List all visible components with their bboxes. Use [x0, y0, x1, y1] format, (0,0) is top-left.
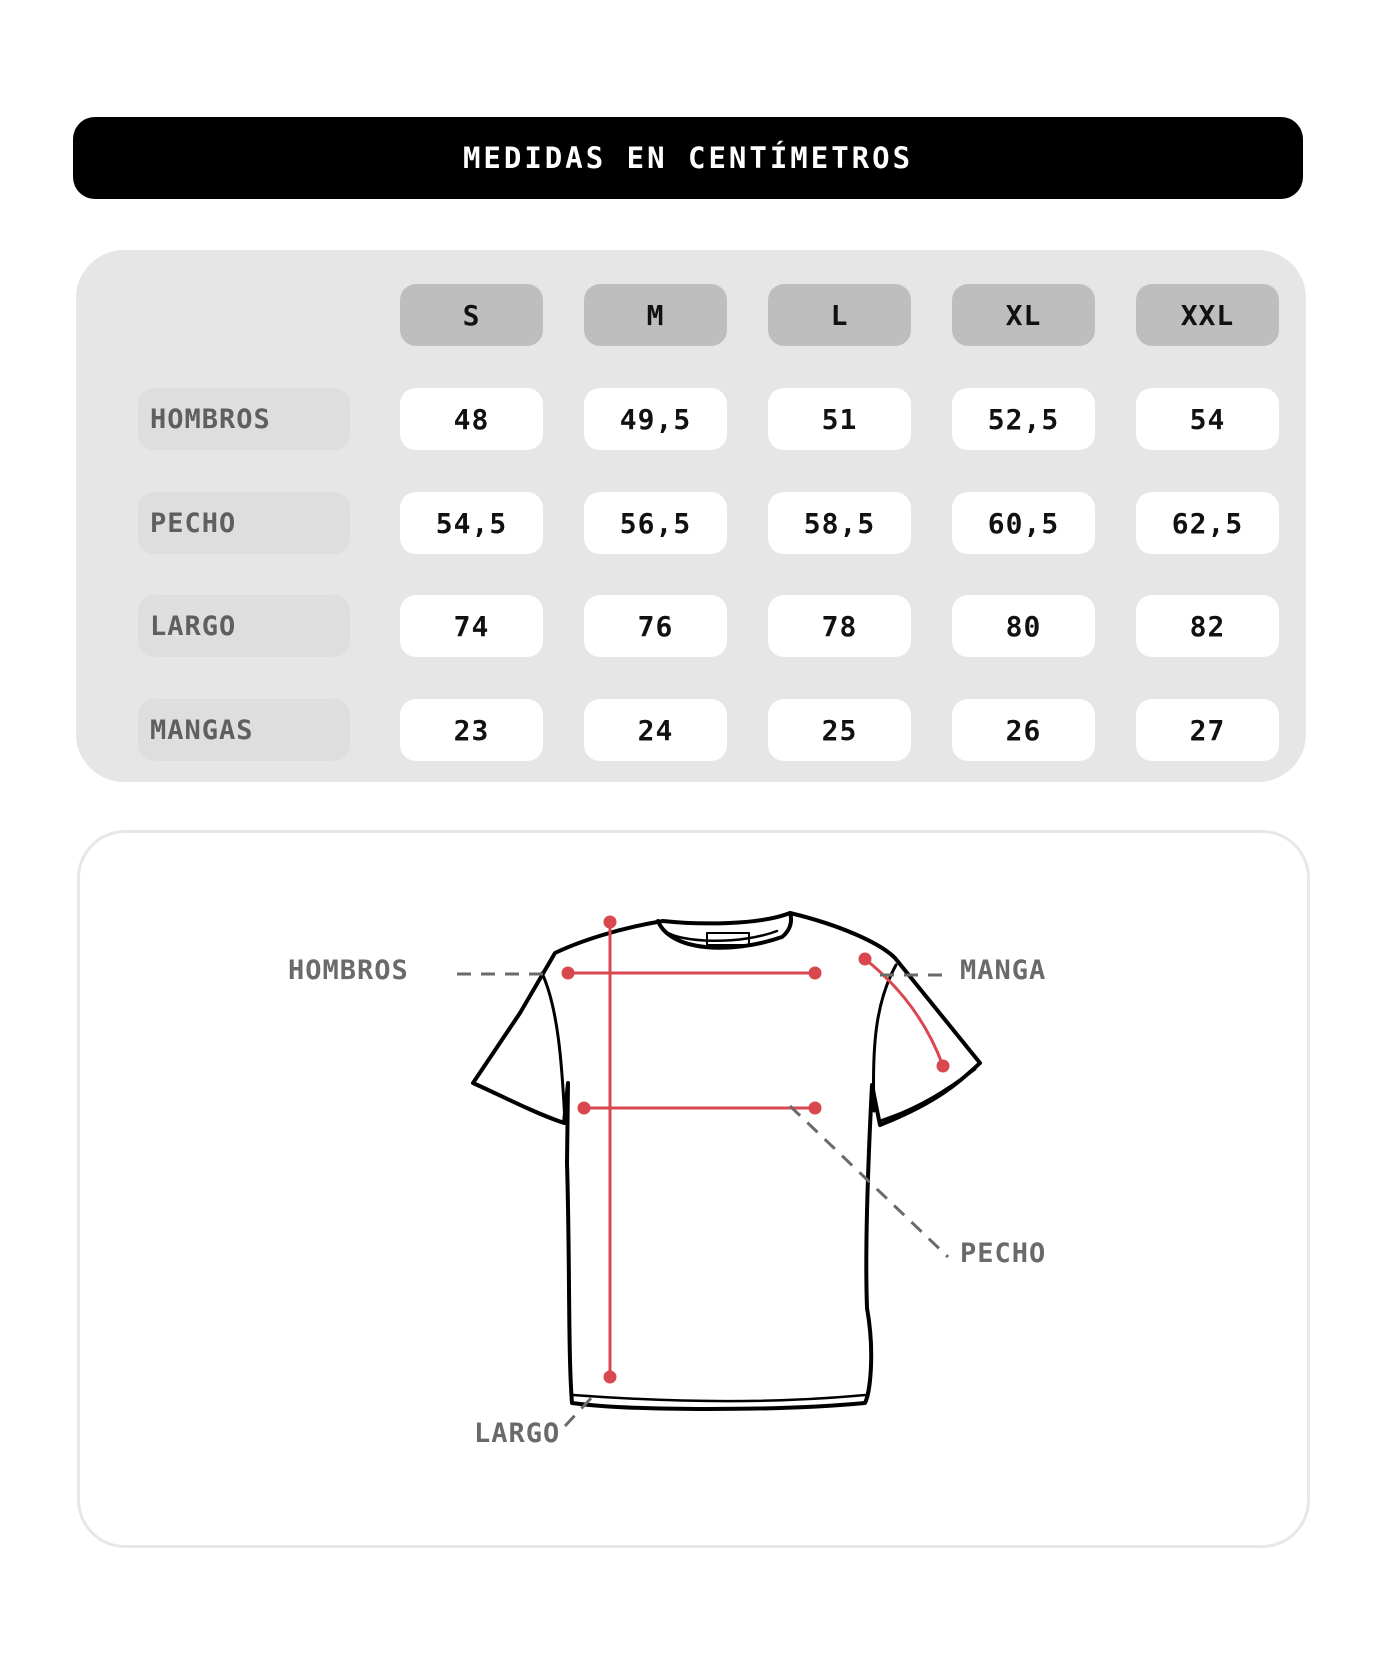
table-cell: 60,5 — [952, 492, 1095, 554]
table-cell: 56,5 — [584, 492, 727, 554]
hombros-left-dot — [563, 968, 573, 978]
table-cell: 78 — [768, 595, 911, 657]
pecho-left-dot — [579, 1103, 589, 1113]
table-cell: 54 — [1136, 388, 1279, 450]
table-cell: 76 — [584, 595, 727, 657]
tshirt-diagram — [80, 833, 1307, 1545]
table-cell: 27 — [1136, 699, 1279, 761]
size-header-xl: XL — [952, 284, 1095, 346]
manga-bottom-dot — [938, 1061, 948, 1071]
table-cell: 25 — [768, 699, 911, 761]
hombros-right-dot — [810, 968, 820, 978]
pecho-right-dot — [810, 1103, 820, 1113]
table-cell: 58,5 — [768, 492, 911, 554]
row-label-mangas: MANGAS — [138, 699, 350, 761]
table-cell: 49,5 — [584, 388, 727, 450]
diagram-label-hombros: HOMBROS — [288, 955, 409, 986]
size-header-m: M — [584, 284, 727, 346]
page-title: MEDIDAS EN CENTÍMETROS — [73, 117, 1303, 199]
size-table — [76, 250, 1306, 782]
row-label-pecho: PECHO — [138, 492, 350, 554]
manga-top-dot — [860, 954, 870, 964]
table-cell: 74 — [400, 595, 543, 657]
tshirt-diagram-panel — [77, 830, 1310, 1548]
size-header-s: S — [400, 284, 543, 346]
size-header-xxl: XXL — [1136, 284, 1279, 346]
table-cell: 24 — [584, 699, 727, 761]
table-cell: 82 — [1136, 595, 1279, 657]
table-cell: 23 — [400, 699, 543, 761]
table-cell: 52,5 — [952, 388, 1095, 450]
diagram-label-pecho: PECHO — [960, 1238, 1047, 1269]
table-cell: 62,5 — [1136, 492, 1279, 554]
tshirt-outline — [473, 913, 980, 1409]
size-header-l: L — [768, 284, 911, 346]
diagram-label-largo: LARGO — [474, 1418, 561, 1449]
table-cell: 26 — [952, 699, 1095, 761]
table-cell: 54,5 — [400, 492, 543, 554]
table-cell: 48 — [400, 388, 543, 450]
largo-top-dot — [605, 917, 615, 927]
row-label-hombros: HOMBROS — [138, 388, 350, 450]
row-label-largo: LARGO — [138, 595, 350, 657]
table-cell: 80 — [952, 595, 1095, 657]
table-cell: 51 — [768, 388, 911, 450]
largo-bottom-dot — [605, 1372, 615, 1382]
diagram-label-manga: MANGA — [960, 955, 1047, 986]
